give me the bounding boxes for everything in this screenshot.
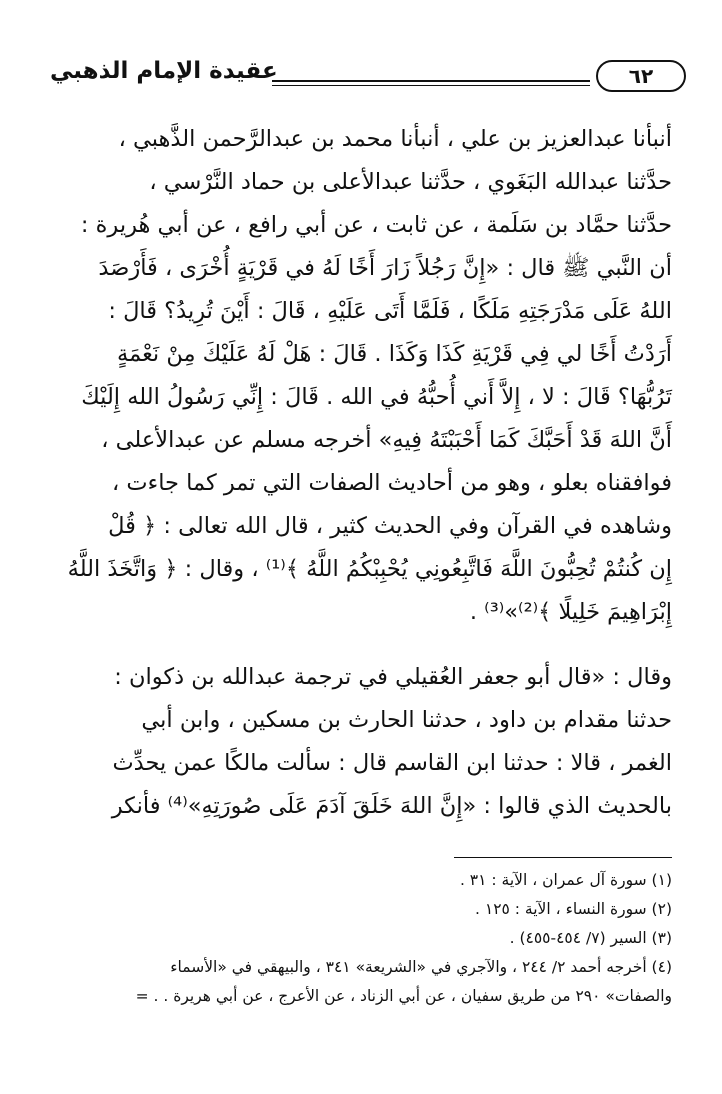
page-header (50, 56, 686, 96)
text-line: أَنَّ اللهَ قَدْ أَحَبَّكَ كَمَا أَحْبَبْتَهُ فِيهِ» أخرجه مسلم عن عبدالأعلى ، (101, 427, 672, 453)
footnote: (٣) السير (٧/ ٤٥٤-٤٥٥) . (509, 929, 672, 947)
text-line: حدَّثنا حمَّاد بن سَلَمة ، عن ثابت ، عن أبي رافع ، عن أبي هُريرة : (80, 212, 672, 238)
text-line: وشاهده في القرآن وفي الحديث كثير ، قال الله تعالى : ﴿ قُلْ (108, 513, 672, 539)
paragraph-gap (44, 634, 672, 656)
footnote: والصفات» ٢٩٠ من طريق سفيان ، عن أبي الزناد ، عن الأعرج ، عن أبي هريرة . . = (135, 987, 672, 1005)
text-line: أنبأنا عبدالعزيز بن علي ، أنبأنا محمد بن عبدالرَّحمن الذَّهبي ، (118, 126, 672, 152)
text-line: اللهُ عَلَى مَدْرَجَتِهِ مَلَكًا ، فَلَمَّا أَتَى عَلَيْهِ ، قَالَ : أَيْنَ تُرِيدُ؟ قَالَ : (108, 298, 672, 324)
text-line: حدثنا مقدام بن داود ، حدثنا الحارث بن مسكين ، وابن أبي (141, 707, 672, 733)
running-title: عقيدة الإمام الذهبي (50, 58, 278, 84)
footnote: (١) سورة آل عمران ، الآية : ٣١ . (459, 871, 672, 889)
text-line: تَرُبُّهَا؟ قَالَ : لا ، إِلاَّ أَني أُحبُّهُ في الله . قَالَ : إِنِّي رَسُولُ الله إِلَيْكَ (81, 384, 672, 410)
main-text (44, 118, 672, 828)
text-line: وقال : «قال أبو جعفر العُقيلي في ترجمة عبدالله بن ذكوان : (114, 664, 672, 690)
text-line: أَرَدْتُ أَخًا لي فِي قَرْيَةِ كَذَا وَكَذَا . قَالَ : هَلْ لَهُ عَلَيْكَ مِنْ نَعْمَةٍ (117, 341, 672, 367)
text-line: فوافقناه بعلو ، وهو من أحاديث الصفات التي تمر كما جاءت ، (112, 470, 672, 496)
header-rule-thin (272, 85, 590, 86)
text-line: إِبْرَاهِيمَ خَلِيلًا ﴾⁽²⁾»⁽³⁾ . (469, 599, 672, 625)
footnotes (44, 866, 672, 1011)
page-number: ٦٢ (596, 60, 686, 92)
footnote-separator (454, 857, 672, 858)
text-line: إِن كُنتُمْ تُحِبُّونَ اللَّهَ فَاتَّبِعُونِي يُحْبِبْكُمُ اللَّهُ ﴾⁽¹⁾ ، وقال : ﴿ وَاتَّخَذَ اللَّهُ (67, 556, 672, 582)
text-line: أن النَّبي ﷺ قال : «إِنَّ رَجُلاً زَارَ أَخًا لَهُ في قَرْيَةٍ أُخْرَى ، فَأَرْصَدَ (98, 255, 672, 281)
footnote: (٢) سورة النساء ، الآية : ١٢٥ . (475, 900, 672, 918)
header-rule (272, 80, 590, 82)
footnote: (٤) أخرجه أحمد ٢/ ٢٤٤ ، والآجري في «الشريعة» ٣٤١ ، والبيهقي في «الأسماء (170, 958, 672, 976)
text-line: حدَّثنا عبدالله البَغَوي ، حدَّثنا عبدالأعلى بن حماد النَّرْسي ، (149, 169, 672, 195)
text-line: الغمر ، قالا : حدثنا ابن القاسم قال : سألت مالكًا عمن يحدِّث (112, 750, 672, 776)
text-line: بالحديث الذي قالوا : «إِنَّ اللهَ خَلَقَ آدَمَ عَلَى صُورَتِهِ»⁽⁴⁾ فأنكر (111, 793, 672, 819)
